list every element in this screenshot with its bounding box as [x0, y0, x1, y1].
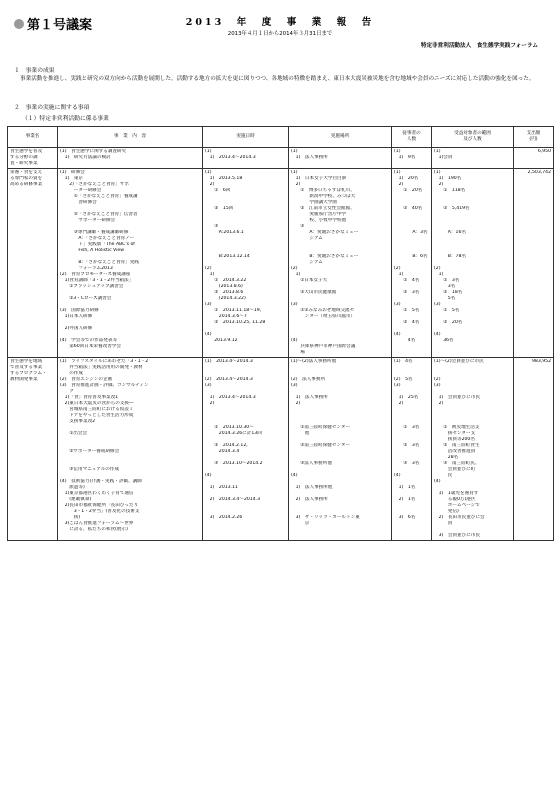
cell-date-line: ① 2014.3.22 — [205, 278, 247, 283]
cell-place-line: (3) — [291, 302, 298, 307]
cell-project-name-line: 食生態学を普及 — [10, 149, 43, 154]
cell-project-content-line: ③伝用マニュアルの作成 — [60, 467, 120, 472]
cell-beneficiaries-line: ③ 南三陸町民、 — [434, 461, 480, 466]
cell-project-name-line: 食生態学を地域 — [10, 359, 43, 364]
header-project-content — [58, 127, 203, 148]
header-label: 受益対象者の範囲 — [454, 131, 491, 136]
cell-place-line: (2) — [291, 266, 298, 271]
cell-expenditure — [514, 148, 554, 169]
cell-place-line: A：愛媛おさかなミュー — [291, 230, 359, 235]
cell-staff-count-line: 2) — [394, 182, 404, 187]
cell-project-content-line: 2)外国人研修 — [60, 326, 93, 331]
agenda-label-text: 第１号議案 — [27, 18, 93, 33]
cell-project-content-line: ②サポーター養成研修会 — [60, 449, 120, 454]
cell-date-line: 2014.3.4 — [205, 449, 240, 454]
cell-project-content-line: ①ブラッシュアップ講習会 — [60, 284, 124, 289]
cell-date-line: 1) 2013.11 — [205, 485, 238, 490]
cell-beneficiaries-line: 2) — [434, 401, 444, 406]
cell-beneficiaries-line: 1)会員 — [434, 155, 453, 160]
cell-staff-count-line: 1) 9名 — [394, 155, 416, 160]
section1-body: 事業活動を推進し、実践と研究の双方向から活動を展開した。活動する地方の拡大を更に図りつつ、各地域の特徴を踏まえ、東日本大震災被災地を含む地域や会員のニーズに対応した活動の強化を図った。 — [20, 76, 535, 82]
cell-place-line: 校、小牧中学校他 — [291, 218, 347, 223]
cell-beneficiaries-line: 3名 — [434, 284, 456, 289]
cell-date-line: (1) — [205, 170, 212, 175]
cell-beneficiaries-line: 1) — [434, 272, 444, 277]
cell-project-content-line: ①「さかなえごと食育」養成講 — [60, 194, 138, 199]
cell-place-line: B：愛媛おさかなミュー — [291, 254, 359, 259]
cell-project-content-line: ②3・Cローズ講習会 — [60, 296, 112, 301]
cell-staff-count-line: ③ 3名 — [394, 461, 420, 466]
cell-beneficiaries-line: 3) 会員並びに市民 — [434, 533, 481, 538]
cell-project-name — [8, 148, 58, 169]
cell-project-content-line: (連載執筆) — [60, 497, 92, 502]
cell-project-content-line: 宮城県南三陸町における仮設ミ — [60, 407, 134, 412]
cell-project-content-line: (3) 国際協力研修 — [60, 308, 99, 313]
cell-place — [289, 358, 392, 541]
cell-project-content-line: 2)長田市福祉保健所「長田びったり — [60, 503, 139, 508]
header-label: 事業名 — [25, 134, 40, 139]
cell-beneficiaries-line: (2) — [434, 266, 441, 271]
cell-project-name — [8, 358, 58, 541]
cell-beneficiaries-line: 活改善推進員 — [434, 449, 476, 454]
cell-date-line: 3) 2014.2.26 — [205, 515, 243, 520]
cell-place-line: (4) — [291, 338, 298, 343]
cell-project-content-line: (2) 食育エンジンの企画 — [60, 377, 113, 382]
cell-project-content-line: 支援事業改2 — [60, 419, 96, 424]
cell-date-line: 2014.3.26に計13回 — [205, 431, 262, 436]
cell-place-line: 1) 日本女子大学目白寮 — [291, 176, 347, 181]
cell-date-line: ① 2013.10.30〜 — [205, 425, 254, 430]
cell-project-content-line: 1) 研究方法論の検討 — [60, 155, 111, 160]
cell-beneficiaries-line: (1) — [434, 170, 441, 175]
cell-place-line: ①南三陸町保健センター — [291, 425, 351, 430]
section1-heading: １ 事業の成果 — [14, 68, 55, 74]
cell-staff-count-line: 4名 — [394, 338, 416, 343]
cell-date-line: 1) 2013.4〜2014.3 — [205, 155, 256, 160]
header-label: 事 業 内 容 — [113, 134, 147, 139]
cell-project-content-line: (3) 食育推進計画・評価、コンサルティン — [60, 383, 149, 388]
cell-project-content-line: 1)「食」食育普及事業改1 — [60, 395, 119, 400]
cell-staff-count-line: 1) 20名 — [394, 176, 419, 181]
cell-project-content-line: 派遣等) — [60, 485, 85, 490]
cell-date-line: 1) 2013.4〜2014.3 — [205, 395, 256, 400]
cell-place-line: ② 江南市立女性会館館、 — [291, 206, 355, 211]
cell-staff-count-line: (3) — [394, 302, 401, 307]
cell-place-line: 1) 法人事務所 — [291, 155, 328, 160]
header-label: 人数 — [406, 137, 417, 142]
cell-place-line: 1) 法人事務所 — [291, 395, 328, 400]
cell-place-line: ②南三陸町保健センター — [291, 443, 351, 448]
cell-project-content-line: (1) 食生態学に関する調査研究 — [60, 149, 127, 154]
cell-beneficiaries-line: ② 南三陸町食生 — [434, 443, 480, 448]
cell-project-content-line: ト」実践版「The ABC's of — [60, 242, 135, 247]
cell-staff-count-line: ② 3名 — [394, 443, 420, 448]
cell-beneficiaries-line: 会員並びに町 — [434, 467, 476, 472]
cell-beneficiaries-line: B：78名 — [434, 254, 466, 259]
cell-staff-count-line: 1) 25名 — [394, 395, 419, 400]
cell-date-line: ③ 2013.10〜2014.2 — [205, 461, 263, 466]
cell-project-content-line: (1) 研修会 — [60, 170, 85, 175]
cell-place-line: 他 — [291, 431, 310, 436]
cell-beneficiaries-line: ① 3名 — [434, 278, 460, 283]
cell-project-content-line: (4) 技術協力(介護・実践・評価、講師 — [60, 479, 142, 484]
cell-project-content-line: 2)東日本大震災の食からの支援― — [60, 401, 134, 406]
cell-beneficiaries-line: 員 — [434, 521, 453, 526]
cell-place-line: ジアム — [291, 236, 323, 241]
cell-place-line: 2) 法人事務所 — [291, 497, 328, 502]
cell-project-name-line: 査・研究事業 — [10, 161, 38, 166]
organization-name: 特定非営利活動法人 食生態学実践フォーラム — [420, 43, 538, 49]
cell-staff-count-line: (1) — [394, 170, 401, 175]
cell-date-line: ① 6回 — [205, 188, 231, 193]
cell-staff-count-line: B：6名 — [394, 254, 428, 259]
cell-project-content-line: 1)食育講師「3・1・2弁当箱法」 — [60, 278, 134, 283]
cell-beneficiaries-line: 民 — [434, 473, 453, 478]
cell-beneficiaries-line: 1) 190名 — [434, 176, 462, 181]
cell-beneficiaries-line: (4) — [434, 332, 441, 337]
cell-staff-count-line: (2) — [394, 266, 401, 271]
cell-project-content — [58, 169, 203, 358]
cell-beneficiaries-line: (2) — [434, 377, 441, 382]
cell-place-line: (4) — [291, 473, 298, 478]
cell-project-content-line: ドアをやっとした食生活力形成 — [60, 413, 134, 418]
cell-beneficiaries-line: ① 被災地生活支 — [434, 425, 480, 430]
cell-date-line: (2) — [205, 266, 212, 271]
cell-date-line: 2) 2014.3.4〜2014.3 — [205, 497, 261, 502]
cell-place-line: ①②みなみおぜ地域交流セ — [291, 308, 355, 313]
cell-date-line: ② 2013.8.6 — [205, 290, 244, 295]
cell-place-line: (1)〜(2)法人事務所他 — [291, 359, 337, 364]
cell-project-content-line: ーター研修会 — [60, 188, 102, 193]
cell-date-line: 2) — [205, 401, 215, 406]
cell-place-line: ②大山市民健康館 — [291, 290, 337, 295]
cell-place-line: 兵庫県神戸市神戸国際会議 — [291, 344, 356, 349]
cell-date — [203, 148, 289, 169]
cell-project-name-line: する分野の調 — [10, 155, 38, 160]
cell-project-content-line: Fish, A Holistic View — [60, 248, 124, 253]
cell-project-content-line: 3・1・2弁当」(普及化の技術支 — [60, 509, 140, 514]
cell-project-name-line: 教材開発事業 — [10, 377, 38, 382]
cell-beneficiaries-line: る親0万(港区 — [434, 497, 476, 502]
header-label: 及び人数 — [463, 137, 482, 142]
cell-project-content-line: ①出会会 — [60, 431, 88, 436]
cell-project-content-line: 1) 東京 — [60, 176, 84, 181]
cell-place-line: ① 博多口ちゃすぽ札川、 — [291, 188, 355, 193]
cell-staff-count — [392, 169, 432, 358]
cell-project-content-line: 習研修会 — [60, 200, 97, 205]
cell-project-content — [58, 148, 203, 169]
cell-staff-count-line: ② 3名 — [394, 290, 420, 295]
cell-project-name-line: る専門家の資を — [10, 176, 43, 181]
table-row — [8, 148, 554, 169]
cell-project-content-line: 援) — [60, 515, 81, 520]
cell-beneficiaries — [432, 358, 514, 541]
cell-staff-count-line: (2) 5名 — [394, 377, 413, 382]
cell-staff-count-line: 3) 6名 — [394, 515, 416, 520]
cell-place-line: (1) — [291, 149, 298, 154]
header-label: 実施場所 — [330, 134, 350, 139]
cell-project-content-line: (1) ライフスタイルにあわせた「3・1・2 — [60, 359, 149, 364]
cell-project-content-line: グ — [60, 389, 74, 394]
header-project-name — [8, 127, 58, 148]
table-row — [8, 169, 554, 358]
cell-staff-count-line: (4) — [394, 473, 401, 478]
section2-subheading: （１）特定非営利活動に係る事業 — [22, 116, 109, 122]
report-period: 2013年４月１日から2014年３月31日まで — [227, 31, 333, 37]
cell-staff-count-line: 1) 1名 — [394, 485, 416, 490]
cell-beneficiaries-line: 28名 — [434, 455, 459, 460]
cell-project-name-line: で普及する事業 — [10, 365, 43, 370]
cell-date-line: ② 2014.2.12, — [205, 443, 248, 448]
cell-staff-count-line: ① 4名 — [394, 278, 420, 283]
cell-staff-count — [392, 148, 432, 169]
cell-place-line: 学園講大学園 — [291, 200, 337, 205]
cell-beneficiaries-line: ② 18名 — [434, 290, 463, 295]
section2-heading: ２ 事業の実施に関する事項 — [14, 105, 90, 111]
cell-project-name-line: 栄養・食を支え — [10, 170, 43, 175]
cell-staff-count-line: 1) — [394, 272, 404, 277]
cell-date-line: (1) 2013.4〜2014.3 — [205, 359, 253, 364]
cell-project-content — [58, 358, 203, 541]
cell-expenditure-line: 983,952 — [532, 359, 551, 364]
cell-beneficiaries-line: A：16名 — [434, 230, 466, 235]
cell-place-line: 2) — [291, 401, 301, 406]
cell-staff-count-line: ② 40名 — [394, 206, 423, 211]
cell-expenditure — [514, 169, 554, 358]
cell-date-line: 2) — [205, 182, 215, 187]
header-beneficiaries — [432, 127, 514, 148]
cell-beneficiaries-line: (3) — [434, 383, 441, 388]
cell-expenditure — [514, 358, 554, 541]
cell-project-content-line: フォーラム2013 — [60, 266, 113, 271]
cell-date-line: (3) — [205, 383, 212, 388]
cell-beneficiaries-line: (1) — [434, 149, 441, 154]
cell-project-name-line: 高める研修事業 — [10, 182, 43, 187]
cell-staff-count-line: (1) 4名 — [394, 359, 413, 364]
cell-project-content-line: 1)東京都港区わくわく子育て通信 — [60, 491, 134, 496]
cell-staff-count-line: (4) — [394, 332, 401, 337]
cell-project-content-line: A：「さかなえごと食育ノー — [60, 236, 135, 241]
cell-beneficiaries-line: ② 20名 — [434, 320, 463, 325]
cell-date-line: 2013.9.12 — [205, 338, 238, 343]
cell-place-line: (1) — [291, 170, 298, 175]
cell-place-line: 2) — [291, 182, 301, 187]
header-date — [203, 127, 289, 148]
cell-staff-count-line: 2) — [394, 401, 404, 406]
cell-date-line: (3) — [205, 302, 212, 307]
cell-date-line: (2013.8.6) — [205, 284, 243, 289]
cell-project-content-line: サポーター研修会 — [60, 218, 116, 223]
header-label: 従事者の — [402, 131, 421, 136]
cell-project-content-line: 弁当箱法」実践活用用の開発・教材 — [60, 365, 143, 370]
cell-project-content-line: に誇る、私たちの和食(展示) — [60, 527, 128, 532]
cell-staff-count-line: ② 4名 — [394, 320, 420, 325]
header-label: 支出額 — [526, 131, 541, 136]
cell-beneficiaries-line: (1)〜(2)会員並びに市民 — [434, 359, 484, 364]
cell-place-line: ①日本女子大 — [291, 278, 328, 283]
cell-beneficiaries-line: 援員等200名 — [434, 437, 475, 442]
cell-staff-count-line: A：3名 — [394, 230, 428, 235]
cell-date-line: (4) — [205, 473, 212, 478]
cell-date — [203, 358, 289, 541]
cell-project-content-line: ②「さかなえごと食育」伝習者 — [60, 212, 138, 217]
header-label: 実施日時 — [236, 134, 255, 139]
cell-staff-count-line: (3) — [394, 383, 401, 388]
cell-place — [289, 169, 392, 358]
cell-place — [289, 148, 392, 169]
cell-staff-count-line: ① 5名 — [394, 308, 420, 313]
cell-beneficiaries-line: 2) — [434, 182, 444, 187]
cell-beneficiaries-line: (4) — [434, 479, 441, 484]
cell-date-line: (4) — [205, 332, 212, 337]
cell-place-line: 場 — [291, 350, 305, 355]
cell-staff-count-line: ① 20名 — [394, 188, 423, 193]
cell-beneficiaries — [432, 148, 514, 169]
cell-place-line: ンター（埼玉県川越市） — [291, 314, 356, 319]
cell-beneficiaries-line: ホームページで — [434, 503, 480, 508]
cell-beneficiaries-line: 2) 長田市民並びに会 — [434, 515, 485, 520]
cell-date-line: 2014.3.6〜7 — [205, 314, 247, 319]
cell-date — [203, 169, 289, 358]
cell-date-line: ① 2013.11.18〜19, — [205, 308, 262, 313]
cell-place-line: 愛媛県庁舎庁中学 — [291, 212, 347, 217]
cell-beneficiaries-line: ① 118名 — [434, 188, 466, 193]
cell-beneficiaries-line: 1) 会員並びに市民 — [434, 395, 481, 400]
table-row — [8, 358, 554, 541]
cell-project-content-line: 2)「さかなえごと食育」サポ — [60, 182, 130, 187]
report-title: 2013 年 度 事 業 報 告 — [185, 17, 375, 28]
cell-project-content-line: (4) 学会等での作品発表等 — [60, 338, 118, 343]
cell-project-content-line: 1)日本人研修 — [60, 314, 93, 319]
header-expenditure — [514, 127, 554, 148]
cell-place-line: 新潟中学校、みづほ大 — [291, 194, 356, 199]
cell-place-line: 3) ザ・リッツ・カールトン東 — [291, 515, 360, 520]
cell-date-line: (2014.3.22) — [205, 296, 246, 301]
cell-date-line: ③ — [205, 224, 219, 229]
header-label: (円) — [529, 137, 538, 142]
cell-place-line: (3) — [291, 383, 298, 388]
cell-date-line: 1) — [205, 272, 215, 277]
cell-project-name — [8, 169, 58, 358]
cell-beneficiaries-line: 援センター支 — [434, 431, 476, 436]
cell-staff-count-line: ① 3名 — [394, 425, 420, 430]
cell-place-line: ジアム — [291, 260, 323, 265]
cell-project-content-line: B：「さかなえごと食育」実践 — [60, 260, 139, 265]
cell-project-content-line: (2) 食育プロモーターズ養成講座 — [60, 272, 131, 277]
cell-expenditure-line: 2,503,742 — [527, 170, 551, 175]
header-place — [289, 127, 392, 148]
cell-date-line: B:2013.12.14 — [205, 254, 250, 259]
cell-beneficiaries — [432, 169, 514, 358]
cell-place-line: (2) 法人事務所 — [291, 377, 326, 382]
cell-beneficiaries-line: (3) — [434, 302, 441, 307]
cell-date-line: ② 2013.10.25, 11.28 — [205, 320, 266, 325]
cell-date-line: A:2013.6.1 — [205, 230, 244, 235]
cell-project-content-line: の作成 — [60, 371, 83, 376]
activity-table — [7, 126, 554, 541]
cell-project-content-line: 第60回日本栄養改善学会 — [60, 344, 121, 349]
cell-place-line: 京 — [291, 521, 310, 526]
cell-place-line: ③ — [291, 224, 305, 229]
table-header-row — [8, 127, 554, 148]
cell-expenditure-line: 6,950 — [537, 149, 551, 154]
cell-place-line: 1) 法人事務所他 — [291, 485, 333, 490]
cell-beneficiaries-line: 36名 — [434, 338, 454, 343]
header-staff-count — [392, 127, 432, 148]
cell-project-content-line: ③専門講師・養成講師研修 — [60, 230, 129, 235]
cell-place-line: 1) — [291, 272, 301, 277]
cell-date-line: (2) 2013.4〜2014.3 — [205, 377, 253, 382]
cell-date-line: 1) 2013.5.18 — [205, 176, 243, 181]
cell-place-line: ③法人事務所他 — [291, 461, 332, 466]
cell-beneficiaries-line: 5名 — [434, 296, 456, 301]
cell-beneficiaries-line: ② 5,419名 — [434, 206, 470, 211]
cell-staff-count-line: 2) 1名 — [394, 497, 416, 502]
cell-date-line: ② 15回 — [205, 206, 234, 211]
cell-staff-count — [392, 358, 432, 541]
cell-beneficiaries-line: 発信) — [434, 509, 459, 514]
cell-date-line: (1) — [205, 149, 212, 154]
cell-beneficiaries-line: 1) 1歳児を養育す — [434, 491, 479, 496]
cell-project-name-line: するプログラム・ — [10, 371, 47, 376]
cell-project-content-line: 3)ごはん食推進フォーラム〜世界 — [60, 521, 134, 526]
cell-staff-count-line: (1) — [394, 149, 401, 154]
cell-beneficiaries-line: ① 5名 — [434, 308, 460, 313]
